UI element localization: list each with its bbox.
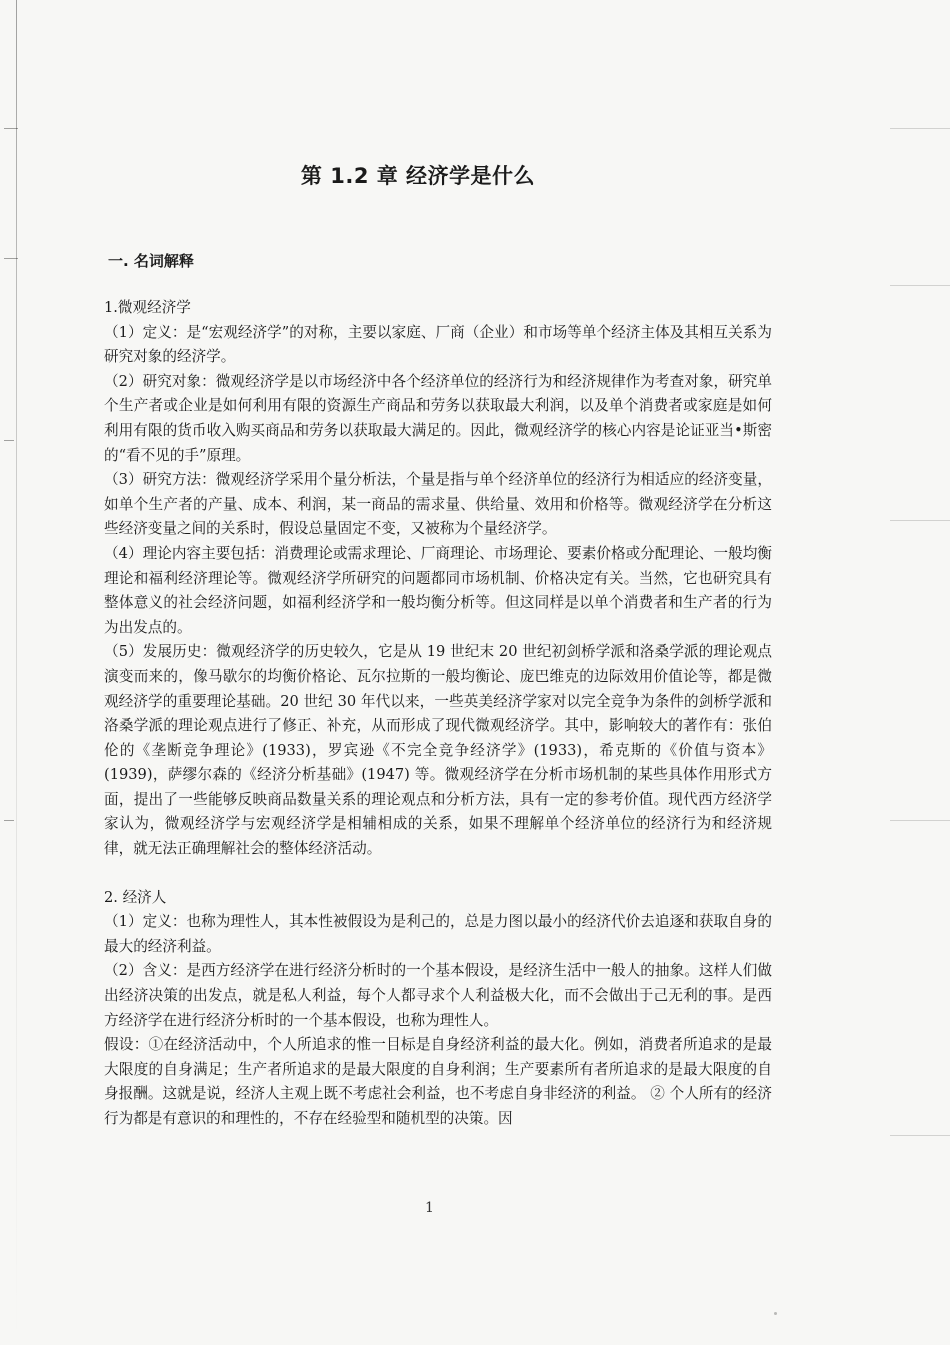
binding-edge-line [16, 0, 17, 1345]
term-title: 1.微观经济学 [104, 299, 191, 316]
paragraph: （2）含义：是西方经济学在进行经济分析时的一个基本假设，是经济生活中一般人的抽象。这样人们做出经济决策的出发点，就是私人利益，每个人都寻求个人利益极大化，而不会做出于己无利的事。是西方经济学在进行经济分析时的一个基本假设，也称为理性人。 [104, 962, 772, 1029]
paragraph: 假设：①在经济活动中，个人所追求的惟一目标是自身经济利益的最大化。例如，消费者所追求的是最大限度的自身满足；生产者所追求的是最大限度的自身利润；生产要素所有者所追求的是最大限度的自身报酬。这就是说，经济人主观上既不考虑社会利益，也不考虑自身非经济的利益。 ② 个人所有的经济行为都是有意识的和理性的，不存在经验型和随机型的决策。因 [104, 1036, 772, 1127]
scan-mark [4, 440, 14, 441]
scan-right-line [890, 520, 950, 521]
paragraph: （1）定义：也称为理性人，其本性被假设为是利己的，总是力图以最小的经济代价去追逐和获取自身的最大的经济利益。 [104, 913, 772, 955]
scan-mark [4, 128, 18, 129]
entry-spacer [104, 862, 772, 886]
chapter-title: 第 1.2 章 经济学是什么 [300, 164, 536, 188]
scan-speck [774, 1312, 777, 1315]
scan-right-line [890, 1135, 950, 1136]
scan-right-line [890, 128, 950, 129]
paragraph: （5）发展历史：微观经济学的历史较久，它是从 19 世纪末 20 世纪初剑桥学派和洛桑学派的理论观点演变而来的，像马歇尔的均衡价格论、瓦尔拉斯的一般均衡论、庞巴维克的边际效用价值论等，都是微观经济学的重要理论基础。20 世纪 30 年代以来，一些英美经济学家对以完全竞争为条件的剑桥学派和洛桑学派的理论观点进行了修正、补充，从而形成了现代微观经济学。其中，影响较大的著作有：张伯伦的《垄断竞争理论》(1933)，罗宾逊《不完全竞争经济学》(1933)，希克斯的《价值与资本》(1939)，萨缪尔森的《经济分析基础》(1947) 等。微观经济学在分析市场机制的某些具体作用形式方面，提出了一些能够反映商品数量关系的理论观点和分析方法，具有一定的参考价值。现代西方经济学家认为，微观经济学与宏观经济学是相辅相成的关系，如果不理解单个经济单位的经济行为和经济规律，就无法正确理解社会的整体经济活动。 [104, 643, 772, 858]
scan-mark [4, 820, 14, 821]
term-title: 2. 经济人 [104, 888, 167, 906]
scan-right-line [890, 285, 950, 286]
paragraph: （1）定义：是“宏观经济学”的对称，主要以家庭、厂商（企业）和市场等单个经济主体及其相互关系为研究对象的经济学。 [104, 323, 772, 366]
term-entry-microeconomics [104, 296, 772, 862]
page-number: 1 [425, 1200, 434, 1216]
scan-mark [4, 258, 18, 259]
scan-right-line [890, 820, 950, 821]
term-entry-economic-man [104, 886, 772, 1132]
document-body [104, 296, 772, 1132]
paragraph: （3）研究方法：微观经济学采用个量分析法，个量是指与单个经济单位的经济行为相适应的经济变量，如单个生产者的产量、成本、利润，某一商品的需求量、供给量、效用和价格等。微观经济学在分析这些经济变量之间的关系时，假设总量固定不变，又被称为个量经济学。 [104, 471, 772, 538]
paragraph: （2）研究对象：微观经济学是以市场经济中各个经济单位的经济行为和经济规律作为考查对象，研究单个生产者或企业是如何利用有限的资源生产商品和劳务以获取最大利润，以及单个消费者或家庭是如何利用有限的货币收入购买商品和劳务以获取最大满足的。因此，微观经济学的核心内容是论证亚当•斯密的“看不见的手”原理。 [104, 372, 772, 464]
paragraph: （4）理论内容主要包括：消费理论或需求理论、厂商理论、市场理论、要素价格或分配理论、一般均衡理论和福利经济理论等。微观经济学所研究的问题都同市场机制、价格决定有关。当然，它也研究具有整体意义的社会经济问题，如福利经济学和一般均衡分析等。但这同样是以单个消费者和生产者的行为为出发点的。 [104, 544, 772, 636]
section-heading: 一. 名词解释 [108, 252, 194, 270]
